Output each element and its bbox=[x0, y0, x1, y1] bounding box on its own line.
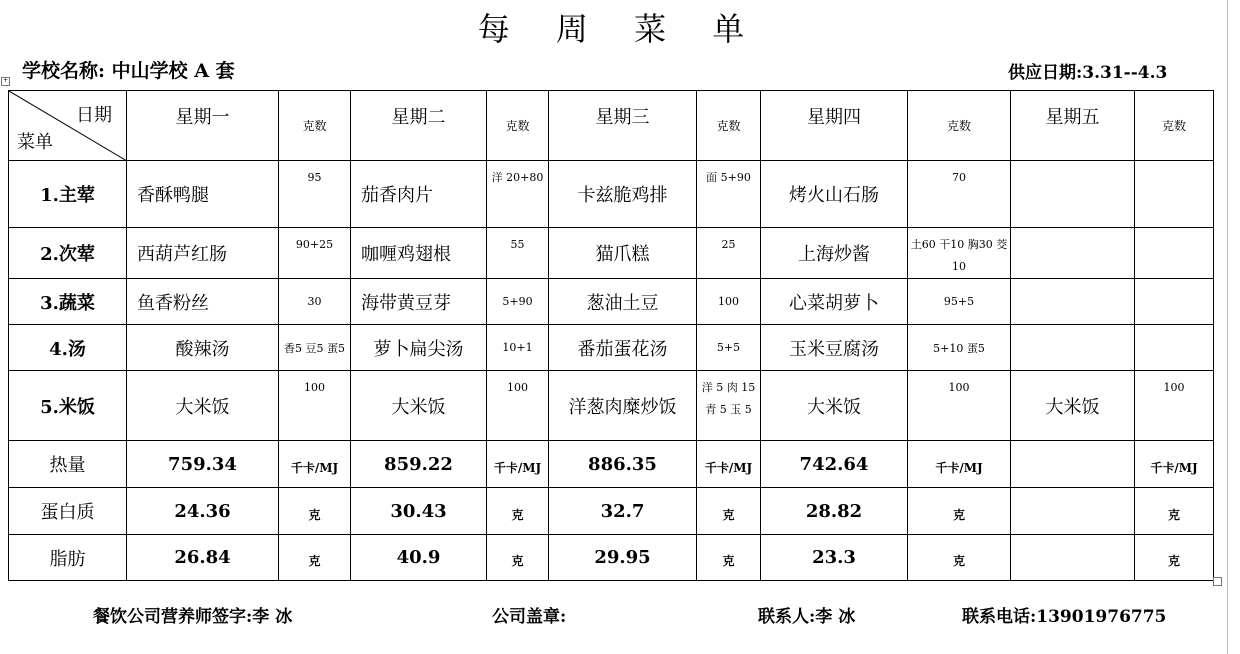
gram-cell: 90+25 bbox=[279, 228, 351, 279]
day-header: 星期四 bbox=[761, 91, 908, 161]
header-row bbox=[9, 91, 1214, 161]
gram-header: 克数 bbox=[279, 91, 351, 161]
dish-cell: 烤火山石肠 bbox=[761, 161, 908, 228]
table-row bbox=[9, 325, 1214, 371]
gram-cell bbox=[1135, 279, 1214, 325]
gram-cell: 70 bbox=[908, 161, 1011, 228]
dish-cell: 洋葱肉糜炒饭 bbox=[549, 371, 697, 441]
nutrition-value bbox=[1011, 441, 1135, 488]
dish-cell: 海带黄豆芽 bbox=[351, 279, 487, 325]
nutrition-row bbox=[9, 441, 1214, 488]
dish-cell bbox=[1011, 161, 1135, 228]
dish-cell: 上海炒酱 bbox=[761, 228, 908, 279]
gram-cell: 5+10 蛋5 bbox=[908, 325, 1011, 371]
nutrition-label: 蛋白质 bbox=[9, 488, 127, 535]
page-edge bbox=[1227, 0, 1228, 654]
corner-menu-label: 菜单 bbox=[17, 132, 53, 153]
gram-cell: 100 bbox=[697, 279, 761, 325]
gram-cell: 土60 干10 胸30 茭10 bbox=[908, 228, 1011, 279]
gram-cell: 5+90 bbox=[487, 279, 549, 325]
dish-cell: 心菜胡萝卜 bbox=[761, 279, 908, 325]
dish-cell: 茄香肉片 bbox=[351, 161, 487, 228]
table-row bbox=[9, 161, 1214, 228]
company-seal: 公司盖章: bbox=[492, 607, 567, 627]
nutrition-value: 24.36 bbox=[127, 488, 279, 535]
supply-date: 供应日期:3.31--4.3 bbox=[1008, 63, 1168, 83]
nutrition-value: 40.9 bbox=[351, 535, 487, 581]
nutrition-label: 脂肪 bbox=[9, 535, 127, 581]
unit-cell: 克 bbox=[487, 488, 549, 535]
gram-header: 克数 bbox=[487, 91, 549, 161]
dish-cell: 玉米豆腐汤 bbox=[761, 325, 908, 371]
nutrition-value bbox=[1011, 535, 1135, 581]
category-cell: 1.主荤 bbox=[9, 161, 127, 228]
unit-cell: 克 bbox=[279, 488, 351, 535]
day-header: 星期五 bbox=[1011, 91, 1135, 161]
gram-header: 克数 bbox=[697, 91, 761, 161]
dish-cell bbox=[1011, 228, 1135, 279]
day-header: 星期一 bbox=[127, 91, 279, 161]
table-move-handle-icon[interactable]: + bbox=[2, 77, 9, 84]
dish-cell: 大米饭 bbox=[127, 371, 279, 441]
gram-cell bbox=[1135, 325, 1214, 371]
gram-cell: 100 bbox=[487, 371, 549, 441]
menu-table bbox=[8, 90, 1214, 581]
nutrition-value: 859.22 bbox=[351, 441, 487, 488]
nutrition-label: 热量 bbox=[9, 441, 127, 488]
gram-cell: 洋 20+80 bbox=[487, 161, 549, 228]
nutrition-value: 28.82 bbox=[761, 488, 908, 535]
gram-header: 克数 bbox=[908, 91, 1011, 161]
table-row bbox=[9, 279, 1214, 325]
unit-cell: 克 bbox=[279, 535, 351, 581]
school-name: 学校名称: 中山学校 A 套 bbox=[22, 60, 235, 82]
day-header: 星期三 bbox=[549, 91, 697, 161]
unit-cell: 千卡/MJ bbox=[697, 441, 761, 488]
unit-cell: 克 bbox=[697, 535, 761, 581]
nutrition-value: 886.35 bbox=[549, 441, 697, 488]
unit-cell: 千卡/MJ bbox=[487, 441, 549, 488]
corner-date-label: 日期 bbox=[76, 105, 112, 126]
unit-cell: 千卡/MJ bbox=[279, 441, 351, 488]
dish-cell: 番茄蛋花汤 bbox=[549, 325, 697, 371]
dish-cell: 鱼香粉丝 bbox=[127, 279, 279, 325]
nutrition-value: 32.7 bbox=[549, 488, 697, 535]
corner-cell bbox=[9, 91, 127, 161]
dish-cell: 大米饭 bbox=[1011, 371, 1135, 441]
category-cell: 4.汤 bbox=[9, 325, 127, 371]
nutrition-value: 30.43 bbox=[351, 488, 487, 535]
table-resize-handle-icon[interactable] bbox=[1213, 577, 1222, 586]
unit-cell: 千卡/MJ bbox=[908, 441, 1011, 488]
category-cell: 3.蔬菜 bbox=[9, 279, 127, 325]
day-header: 星期二 bbox=[351, 91, 487, 161]
unit-cell: 克 bbox=[908, 488, 1011, 535]
gram-cell: 100 bbox=[279, 371, 351, 441]
gram-cell: 55 bbox=[487, 228, 549, 279]
dish-cell bbox=[1011, 325, 1135, 371]
nutrition-value: 759.34 bbox=[127, 441, 279, 488]
dish-cell: 卡兹脆鸡排 bbox=[549, 161, 697, 228]
nutrition-row bbox=[9, 488, 1214, 535]
gram-cell: 100 bbox=[908, 371, 1011, 441]
gram-cell: 30 bbox=[279, 279, 351, 325]
nutrition-value: 742.64 bbox=[761, 441, 908, 488]
nutrition-value: 26.84 bbox=[127, 535, 279, 581]
gram-cell: 面 5+90 bbox=[697, 161, 761, 228]
nutrition-value: 23.3 bbox=[761, 535, 908, 581]
gram-cell: 10+1 bbox=[487, 325, 549, 371]
table-row bbox=[9, 228, 1214, 279]
dish-cell bbox=[1011, 279, 1135, 325]
gram-cell bbox=[1135, 161, 1214, 228]
gram-header: 克数 bbox=[1135, 91, 1214, 161]
dish-cell: 酸辣汤 bbox=[127, 325, 279, 371]
page-title: 每 周 菜 单 bbox=[477, 10, 763, 48]
unit-cell: 千卡/MJ bbox=[1135, 441, 1214, 488]
unit-cell: 克 bbox=[908, 535, 1011, 581]
unit-cell: 克 bbox=[1135, 488, 1214, 535]
gram-cell: 95+5 bbox=[908, 279, 1011, 325]
nutrition-value bbox=[1011, 488, 1135, 535]
dish-cell: 大米饭 bbox=[351, 371, 487, 441]
gram-cell: 洋 5 肉 15 青 5 玉 5 bbox=[697, 371, 761, 441]
contact-phone: 联系电话:13901976775 bbox=[962, 607, 1167, 627]
table-row bbox=[9, 371, 1214, 441]
contact-person: 联系人:李 冰 bbox=[758, 607, 856, 627]
gram-cell: 100 bbox=[1135, 371, 1214, 441]
nutritionist-signature: 餐饮公司营养师签字:李 冰 bbox=[93, 607, 293, 627]
unit-cell: 克 bbox=[1135, 535, 1214, 581]
gram-cell: 25 bbox=[697, 228, 761, 279]
category-cell: 2.次荤 bbox=[9, 228, 127, 279]
nutrition-value: 29.95 bbox=[549, 535, 697, 581]
gram-cell bbox=[1135, 228, 1214, 279]
gram-cell: 香5 豆5 蛋5 bbox=[279, 325, 351, 371]
gram-cell: 5+5 bbox=[697, 325, 761, 371]
dish-cell: 大米饭 bbox=[761, 371, 908, 441]
dish-cell: 西葫芦红肠 bbox=[127, 228, 279, 279]
nutrition-row bbox=[9, 535, 1214, 581]
dish-cell: 香酥鸭腿 bbox=[127, 161, 279, 228]
unit-cell: 克 bbox=[697, 488, 761, 535]
dish-cell: 葱油土豆 bbox=[549, 279, 697, 325]
gram-cell: 95 bbox=[279, 161, 351, 228]
dish-cell: 萝卜扁尖汤 bbox=[351, 325, 487, 371]
dish-cell: 咖喱鸡翅根 bbox=[351, 228, 487, 279]
category-cell: 5.米饭 bbox=[9, 371, 127, 441]
unit-cell: 克 bbox=[487, 535, 549, 581]
dish-cell: 猫爪糕 bbox=[549, 228, 697, 279]
